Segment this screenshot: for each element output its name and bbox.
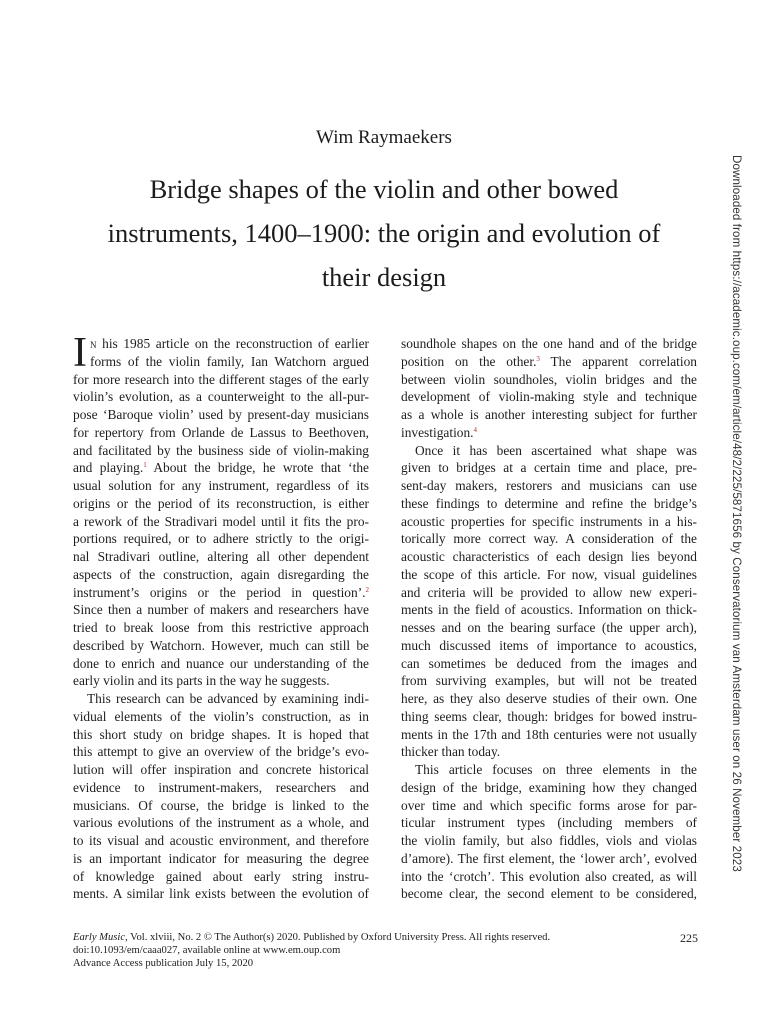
text-line: for repertory from Orlande de Lassus to Beethoven, [73,424,369,440]
text-line: torically more correct way. A consideration of the [401,531,697,547]
text-line: over time and which specific forms arose for par- [401,797,697,813]
text-line: usual solution for any instrument, regardless of its [73,478,369,493]
text-line: Since then a number of makers and researchers have [73,602,369,618]
text-line: these findings to determine and refine the bridge’s [401,495,697,511]
text-line: into the ‘crotch’. This evolution also created, as will [401,868,697,884]
text-line: much discussed items of importance to acoustics, [401,637,697,653]
paragraph [73,330,369,690]
text-line: become clear, the second element to be considered, [401,886,697,902]
article-title [70,167,698,299]
text-line: ments in the field of acoustics. Information on thick- [401,602,697,618]
text-line: of knowledge gained about early string instru- [73,868,369,884]
text-line: soundhole shapes on the one hand and of the bridge [401,336,697,351]
footnote-marker[interactable]: 2 [365,585,369,594]
text-line: portions required, or to adhere strictly to the origi- [73,531,369,547]
text-line: and criteria will be provided to allow new experi- [401,584,697,600]
text-line: origins or the period of its reconstruction, is either [73,495,369,511]
text-line: to its visual and acoustic environment, and therefore [73,833,369,848]
text-line: a rework of the Stradivari model until it fits the pro- [73,513,369,529]
text-line: done to enrich and nuance our understanding of the [73,655,369,671]
paragraph [73,690,369,903]
footnote-marker[interactable]: 4 [473,425,478,434]
title-line: their design [321,262,447,292]
left-column [73,330,369,903]
text-line: aspects of the construction, again disregarding the [73,566,369,582]
text-line: between violin soundholes, violin bridges and the [401,371,697,387]
text-line: nal Stradivari outline, altering all other dependent [73,549,369,564]
text-line: musicians. Of course, the bridge is linked to the [73,797,369,813]
text-line: for more research into the different stages of the early [73,371,369,387]
text-line: nesses and on the bearing surface (the upper arch), [401,620,697,635]
text-line: design of the bridge, examining how they changed [401,779,697,795]
text-line: vidual elements of the violin’s construction, as in [73,708,369,724]
text-line: This research can be advanced by examining indi- [87,691,369,706]
text-line: and facilitated by the business side of violin-making [73,442,369,458]
text-line: sent-day makers, restorers and musicians can use [401,478,697,493]
title-line: Bridge shapes of the violin and other bowed [149,174,619,204]
drop-cap: I [73,330,87,376]
text-line: This article focuses on three elements in the [415,762,697,777]
paragraph [401,761,697,903]
page-number: 225 [680,931,698,945]
text-line: given to bridges at a certain time and place, pre- [401,460,697,476]
text-line: acoustic properties for specific instruments in a his- [401,513,697,529]
text-line: as a whole is another interesting subject for further [401,407,697,422]
text-line: is an important indicator for measuring the degree [73,850,369,866]
text-line: d’amore). The first element, the ‘lower arch’, evolved [401,850,697,866]
text-line: evidence to instrument-makers, researchers and [73,779,369,795]
text-line: and playing.$^1$ About the bridge, he wrote that ‘the [73,460,369,476]
author-name: Wim Raymaekers [316,127,452,148]
title-line: instruments, 1400–1900: the origin and evolution of [107,218,661,248]
footnote-marker[interactable]: 3 [536,354,540,363]
text-line: development of violin-making style and technique [401,389,697,405]
journal-name: Early Music [73,932,126,943]
text-line: from surviving examples, but will not be treated [401,673,697,689]
text-line: pose ‘Baroque violin’ used by present-day musicians [73,407,369,422]
text-line: thing seems clear, though: bridges for bowed instru- [401,708,697,724]
text-line: described by Watchorn. However, much can still be [73,637,369,653]
doi-line[interactable]: doi:10.1093/em/caaa027, available online at www.em.oup.com [73,945,341,956]
advance-access-line: Advance Access publication July 15, 2020 [73,958,254,969]
paragraph [401,335,697,442]
text-line: the scope of this article. For now, visual guidelines [401,566,697,582]
text-line: can sometimes be deduced from the images and [401,655,697,671]
text-line: lution will offer inspiration and concrete historical [73,762,369,777]
text-line: thicker than today. [401,744,501,760]
text-line: tried to break loose from this restrictive approach [73,620,369,635]
text-line: investigation.$^4$ [401,424,478,440]
text-line: here, as they also deserve studies of their own. One [401,691,697,706]
text-line: ticular instrument types (including members of [401,815,697,831]
text-line: this attempt to give an overview of the bridge’s evo- [73,744,369,760]
paragraph [401,442,697,762]
text-line: instrument’s origins or the period in question’.$^2$ [73,584,369,600]
text-line: the violin family, but also fiddles, viols and violas [401,833,697,848]
right-column [401,335,697,903]
text-line: Once it has been ascertained what shape was [415,442,697,458]
journal-citation: Early Music, Vol. xlviii, No. 2 © The Author(s) 2020. Published by Oxford University Press. All rights reserved. [73,932,551,943]
text-line: violin’s evolution, as a counterweight to the all-pur- [73,389,369,405]
text-line: ments in the 17th and 18th centuries were not usually [401,726,697,742]
text-line: ments. A similar link exists between the evolution of [73,886,369,902]
text-line: forms of the violin family, Ian Watchorn argued [90,353,369,369]
text-line: this short study on bridge shapes. It is hoped that [73,726,369,742]
page-footer [73,931,699,970]
text-line: early violin and its parts in the way he suggests. [73,673,330,689]
text-line: acoustic characteristics of each design lies beyond [401,549,697,564]
download-watermark: Downloaded from https://academic.oup.com/em/article/48/2/225/5871656 by Conservatorium van Amsterdam user on 26 November 2023 [730,155,743,872]
text-line: n his 1985 article on the reconstruction of earlier [90,336,369,351]
text-line: various evolutions of the instrument as a whole, and [73,815,369,831]
text-line: position on the other.$^3$ The apparent correlation [401,353,697,369]
footnote-marker[interactable]: 1 [143,461,147,470]
